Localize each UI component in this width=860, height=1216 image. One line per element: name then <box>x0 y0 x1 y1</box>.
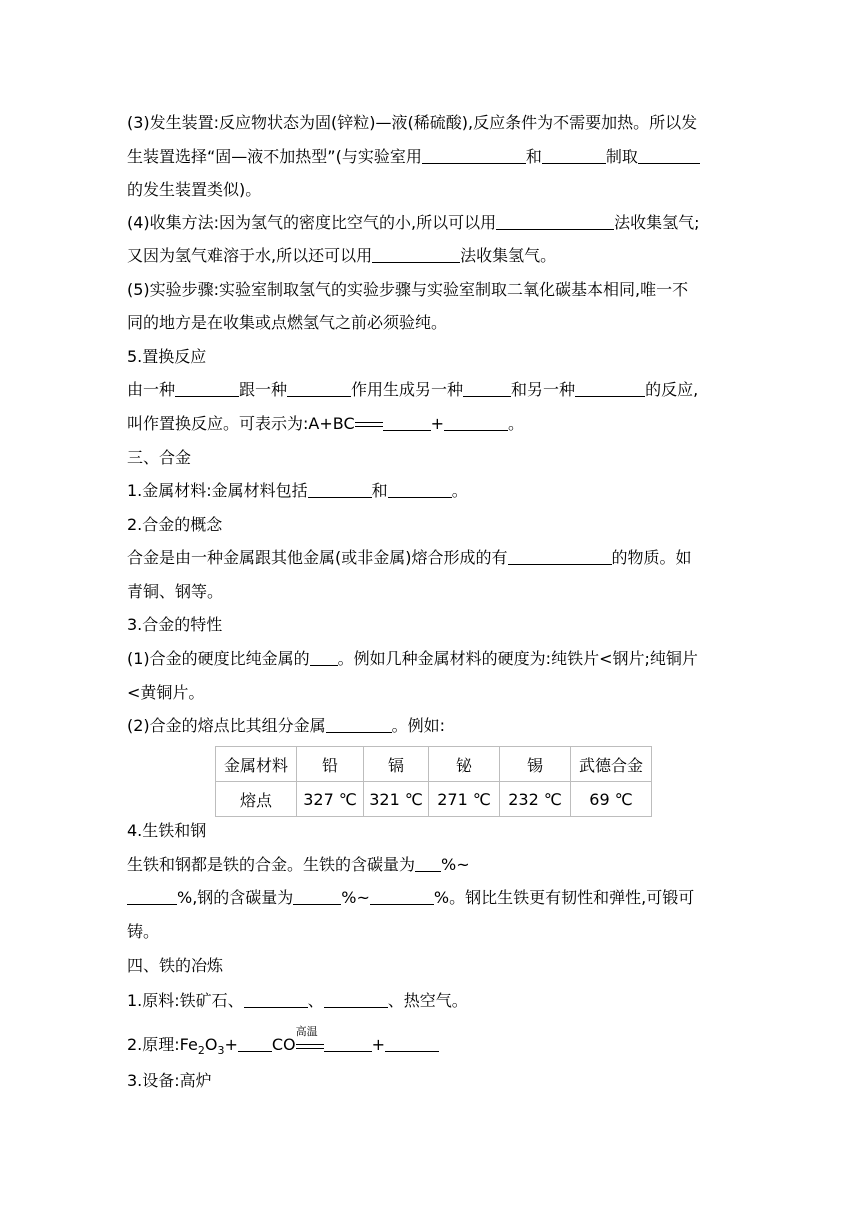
blank <box>638 147 700 164</box>
table-cell: 镉 <box>364 747 429 782</box>
pig-iron-steel-heading: 4.生铁和钢 <box>127 821 207 840</box>
blank <box>496 213 614 230</box>
smelting-principle-line: 2.原理$:Fe_2O_3+$ CO 高温 + <box>127 1035 439 1061</box>
para-3-line1: (3)发生装置:反应物状态为固(锌粒)—液(稀硫酸),反应条件为不需要加热。所以发 <box>127 113 698 132</box>
blank <box>463 380 511 397</box>
blank <box>175 380 239 397</box>
pig-iron-line2: %,钢的含碳量为 %~ %。钢比生铁更有韧性和弹性,可锻可 <box>127 888 694 908</box>
blank <box>324 1035 372 1052</box>
melting-point-table <box>215 746 652 817</box>
blank <box>385 1035 439 1052</box>
para-3-line3: 的发生装置类似)。 <box>127 180 262 199</box>
blank <box>293 888 341 905</box>
blank <box>388 481 452 498</box>
smelting-materials-line: 1.原料:铁矿石、 、 、热空气。 <box>127 991 468 1010</box>
pig-iron-line3: 铸。 <box>127 922 160 941</box>
blank <box>542 147 606 164</box>
blank <box>287 380 351 397</box>
smelting-equipment-line: 3.设备:高炉 <box>127 1071 212 1090</box>
equals-sign <box>355 422 383 427</box>
alloy-concept-line1: 合金是由一种金属跟其他金属(或非金属)熔合形成的有 的物质。如 <box>127 548 692 567</box>
alloy-hardness-line1: (1)合金的硬度比纯金属的 。例如几种金属材料的硬度为:纯铁片<钢片;纯铜片 <box>127 649 698 668</box>
blank <box>415 855 441 872</box>
heading-replacement-reaction: 5.置换反应 <box>127 347 207 366</box>
alloy-melting-line: (2)合金的熔点比其组分金属 。例如: <box>127 716 446 735</box>
blank <box>244 991 308 1008</box>
blank <box>444 414 508 431</box>
blank <box>238 1035 272 1052</box>
heading-iron-smelting: 四、铁的冶炼 <box>127 956 224 975</box>
replacement-line2: 叫作置换反应。可表示为:A+BC + 。 <box>127 414 525 433</box>
table-cell: 321 ℃ <box>364 782 429 817</box>
table-row <box>216 747 652 782</box>
alloy-concept-heading: 2.合金的概念 <box>127 515 223 534</box>
para-3-line2: 生装置选择“固—液不加热型”(与实验室用 和 制取 <box>127 147 700 167</box>
pig-iron-line1: 生铁和钢都是铁的合金。生铁的含碳量为 %~ <box>127 855 470 874</box>
equals-sign <box>296 1044 324 1049</box>
blank <box>422 147 526 164</box>
blank <box>575 380 645 397</box>
table-cell: 武德合金 <box>571 747 652 782</box>
blank <box>370 888 434 905</box>
blank <box>508 548 612 565</box>
table-cell: 金属材料 <box>216 747 297 782</box>
table-cell: 271 ℃ <box>429 782 500 817</box>
table-cell: 铅 <box>297 747 364 782</box>
alloy-line1: 1.金属材料:金属材料包括 和 。 <box>127 481 468 500</box>
table-cell: 232 ℃ <box>500 782 571 817</box>
blank <box>310 649 338 666</box>
blank <box>127 888 177 905</box>
para-5-line1: (5)实验步骤:实验室制取氢气的实验步骤与实验室制取二氧化碳基本相同,唯一不 <box>127 280 689 299</box>
blank <box>324 991 388 1008</box>
blank <box>383 414 431 431</box>
alloy-concept-line2: 青铜、钢等。 <box>127 582 224 601</box>
table-cell: 69 ℃ <box>571 782 652 817</box>
table-cell: 铋 <box>429 747 500 782</box>
reaction-condition: 高温 <box>296 1036 324 1056</box>
para-4-line2: 又因为氢气难溶于水,所以还可以用 法收集氢气。 <box>127 246 557 265</box>
table-row <box>216 782 652 817</box>
para-5-line2: 同的地方是在收集或点燃氢气之前必须验纯。 <box>127 313 448 332</box>
table-cell: 熔点 <box>216 782 297 817</box>
table-cell: 锡 <box>500 747 571 782</box>
alloy-hardness-line2: <黄铜片。 <box>127 683 205 702</box>
blank <box>308 481 372 498</box>
table-cell: 327 ℃ <box>297 782 364 817</box>
replacement-line1: 由一种 跟一种 作用生成另一种 和另一种 的反应, <box>127 380 699 399</box>
heading-alloy: 三、合金 <box>127 448 192 467</box>
blank <box>326 716 392 733</box>
para-4-line1: (4)收集方法:因为氢气的密度比空气的小,所以可以用 法收集氢气; <box>127 213 700 232</box>
blank <box>372 246 460 263</box>
alloy-properties-heading: 3.合金的特性 <box>127 615 223 634</box>
